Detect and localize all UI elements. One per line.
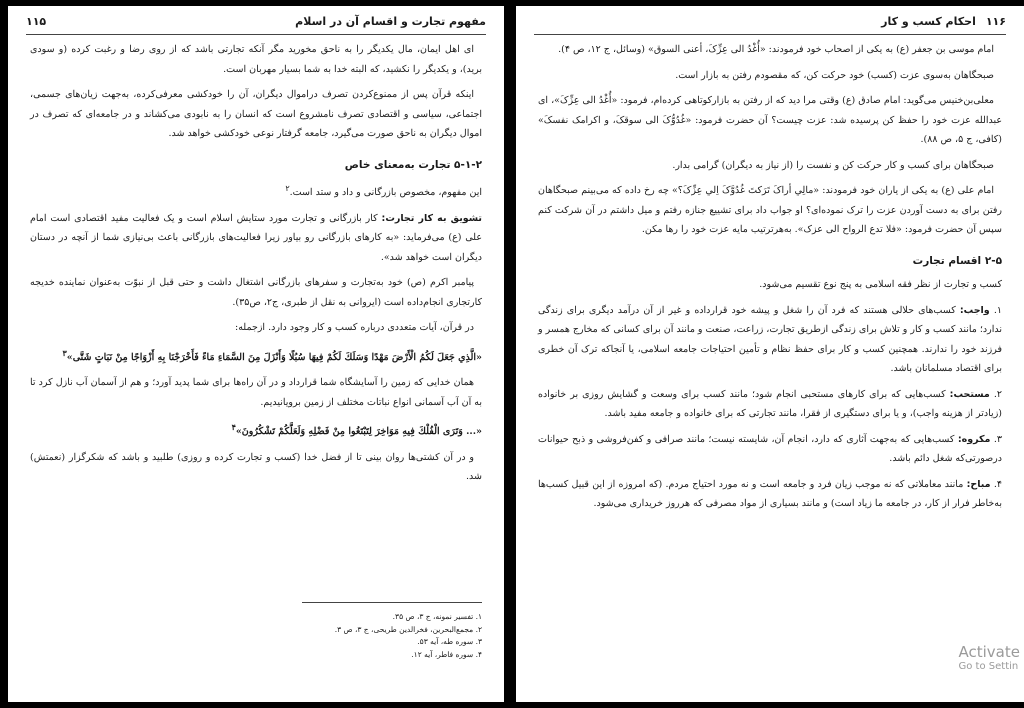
footnote: ۳. سوره طه، آیه ۵۳. xyxy=(417,637,482,646)
paragraph: امام علی (ع) به یکی از یاران خود فرمودند: «مالِي أراکَ تَرَکتَ غُدُوَّکَ اِلي عِزِّکَ؟» چه رخ داده که می‌بینم صبحگاهان رفتن برای به دست آوردن عزت را ترک نموده‌ای؟ او جواب داد برای تشییع جنازه رفتم و میل داشتم در آن شرکت کنم سپس آن حضرت فرمود: «فلا تدع الرواح الی عزک». به‌هرترتیب مایه عزت خود را رها مکن. xyxy=(538,185,1002,235)
paragraph: صبحگاهان برای کسب و کار حرکت کن و نفست را (از نیاز به دیگران) گرامی بدار. xyxy=(672,159,994,171)
paragraph: کسب و تجارت از نظر فقه اسلامی به پنج نوع تقسیم می‌شود. xyxy=(759,279,1002,290)
quran-verse: «الَّذِي جَعَلَ لَكُمُ الْأَرْضَ مَهْدًا وَسَلَكَ لَكُمْ فِيهَا سُبُلًا وَأَنْزَلَ مِنَ السَّمَاءِ مَاءً فَأَخْرَجْنَا بِهِ أَزْوَاجًا مِنْ نَبَاتٍ شَتَّى»$^۳$ xyxy=(62,348,482,363)
right-page-body xyxy=(538,40,1002,520)
list-item: ۴. مباح: مانند معاملاتی که نه موجب زیان فرد و جامعه است و نه مورد احتیاج مردم. (که امروزه از این قبیل کسب‌ها به‌خاطر فرار از کار، در جامعه ما زیاد است) و مانند بسیاری از مواد مصرفی که هرروز خریداری می‌شود. xyxy=(538,478,1002,509)
paragraph: صبحگاهان به‌سوی عزت (کسب) خود حرکت کن، که مقصودم رفتن به بازار است. xyxy=(675,69,994,81)
paragraph: پیامبر اکرم (ص) خود به‌تجارت و سفرهای بازرگانی اشتغال داشت و حتی قبل از نبوّت به‌عنوان نماینده خدیجه کارتجاری انجام‌داده است (ایروانی به نقل از طبری، ج۲، ص۳۵). xyxy=(30,277,482,308)
right-running-head xyxy=(534,10,1006,35)
paragraph: ای اهل ایمان، مال یکدیگر را به ناحق مخورید مگر آنکه تجارتی باشد که از روی رضا و رغبت کرده (و سودی برید)، و یکدیگر را نکشید، که البته خدا به شما بسیار مهربان است. xyxy=(30,44,482,75)
paragraph: این مفهوم، مخصوص بازرگانی و داد و ستد است.$^۲$ xyxy=(285,184,482,199)
left-running-head xyxy=(26,10,486,35)
paragraph: اینکه قرآن پس از ممنوع‌کردن تصرف درا‌موال دیگران، آن را خودکشی معرفی‌کرده، به‌جهت زیان‌های جسمی، اجتماعی، سیاسی و اقتصادی تصرف نامشروع است که انسان را به نابودی می‌کشاند و در جامعه‌ای که تصرف در اموال دیگران به ناحق صورت می‌گیرد، جامعه گرفتار نوعی خودکشی خواهد شد. xyxy=(30,89,482,139)
right-page xyxy=(516,6,1024,702)
right-header-title: احکام کسب و کار xyxy=(881,14,976,28)
left-page-number: ۱۱۵ xyxy=(26,14,47,28)
paragraph: در قرآن، آیات متعددی درباره کسب و کار وجود دارد. ازجمله: xyxy=(235,322,474,334)
left-page-body xyxy=(30,40,482,493)
section-heading: ۵-۱-۲ تجارت به‌معنای خاص xyxy=(344,158,482,171)
paragraph: معلی‌بن‌خنیس می‌گوید: امام صادق (ع) وقتی مرا دید که از رفتن به بازارکوتاهی کرده‌ام، فرمود: «أُغْدُ الی عِزِّکَ»، ای عبدالله عزت خود را حفظ کن پرسیده شد: عزت چیست؟ آن حضرت فرمود: «غُدُوُّکَ الی سوقکَ، و اکرامک نفسکَ» (کافی، ج ۵، ص ۸۸). xyxy=(538,95,1002,145)
paragraph: تشویق به کار تجارت: کار بازرگانی و تجارت مورد ستایش اسلام است و یک فعالیت مفید اقتصادی است امام علی (ع) می‌فرماید: «به کارهای بازرگانی رو بیاور زیرا فعالیت‌های بازرگانی باعث بی‌نیازی شما از آنچه در دستان دیگران است خواهد شد». xyxy=(30,212,482,263)
footnote: ۴. سوره فاطر، آیه ۱۲. xyxy=(411,649,482,659)
section-heading: ۲-۵ اقسام تجارت xyxy=(912,254,1002,267)
list-item: ۲. مستحب: کسب‌هایی که برای کارهای مستحبی انجام شود؛ مانند کسب برای وسعت و گشایش روزی بر خانواده (زیادتر از هزینه واجب)، و یا برای دستگیری از فقرا، مانند تجارتی که برای خانواده و جامعه مفید باشد. xyxy=(538,388,1002,419)
left-page xyxy=(8,6,504,702)
watermark-line: Go to Settin xyxy=(958,661,1019,672)
list-item: ۱. واجب: کسب‌های حلالی هستند که فرد آن را شغل و پیشه خود قرارداده و غیر از آن درآمد دیگری برای زندگی ندارد؛ مانند کسب و کار و تلاش برای زندگی ازطریق تجارت، زراعت، صنعت و مانند آن برای کسانی که مخارج همسر و فرزند خود را ندارند. همچنین کسب و کار برای حفظ نظام و تأمین احتیاجات جامعه اسلامی، یا آنجاکه ترک آن خطری برای اقتصاد مسلمانان باشد. xyxy=(538,304,1002,374)
footnote-ref: ۲ xyxy=(285,184,290,193)
list-item: ۳. مکروه: کسب‌هایی که به‌جهت آثاری که دارد، انجام آن، شایسته نیست؛ مانند صرافی و کفن‌فروشی و ذبح حیوانات درصورتی‌که شغل دائم باشد. xyxy=(538,433,1002,464)
quran-verse: «... وَتَرَى الْفُلْكَ فِيهِ مَوَاخِرَ لِتَبْتَغُوا مِنْ فَضْلِهِ وَلَعَلَّكُمْ تَشْكُرُونَ»$^۴$ xyxy=(231,423,482,438)
paragraph: و در آن کشتی‌ها روان بینی تا از فضل خدا (کسب و تجارت کرده و روزی) طلبید و باشد که شکرگزار (نعمتش) شد. xyxy=(30,451,482,483)
paragraph: امام موسی بن جعفر (ع) به یکی از اصحاب خود فرمودند: «أُغْدُ الی عِزِّکَ، أعنی السوق» (وسائل، ج ۱۲، ص ۴). xyxy=(558,44,994,55)
bold-lead: تشویق به کار تجارت: xyxy=(381,212,482,224)
footnotes xyxy=(302,602,482,661)
footnote: ۲. مجمع‌البحرین، فخرالدین طریحی، ج ۳، ص ۳. xyxy=(334,624,482,634)
right-page-number: ۱۱۶ xyxy=(985,14,1006,28)
paragraph: همان خدایی که زمین را آسایشگاه شما قرارداد و در آن راه‌ها برای شما پدید آورد؛ و هم از آسمان آب نازل کرد تا به آن آب آسمانی انواع نباتات مختلف از زمین برویانیدیم. xyxy=(30,377,482,408)
footnote: ۱. تفسیر نمونه، ج ۳، ص ۳۵. xyxy=(392,612,482,621)
activation-watermark xyxy=(959,643,1020,672)
left-header-title: مفهوم تجارت و اقسام آن در اسلام xyxy=(295,14,486,28)
watermark-line: Activate xyxy=(958,643,1020,661)
